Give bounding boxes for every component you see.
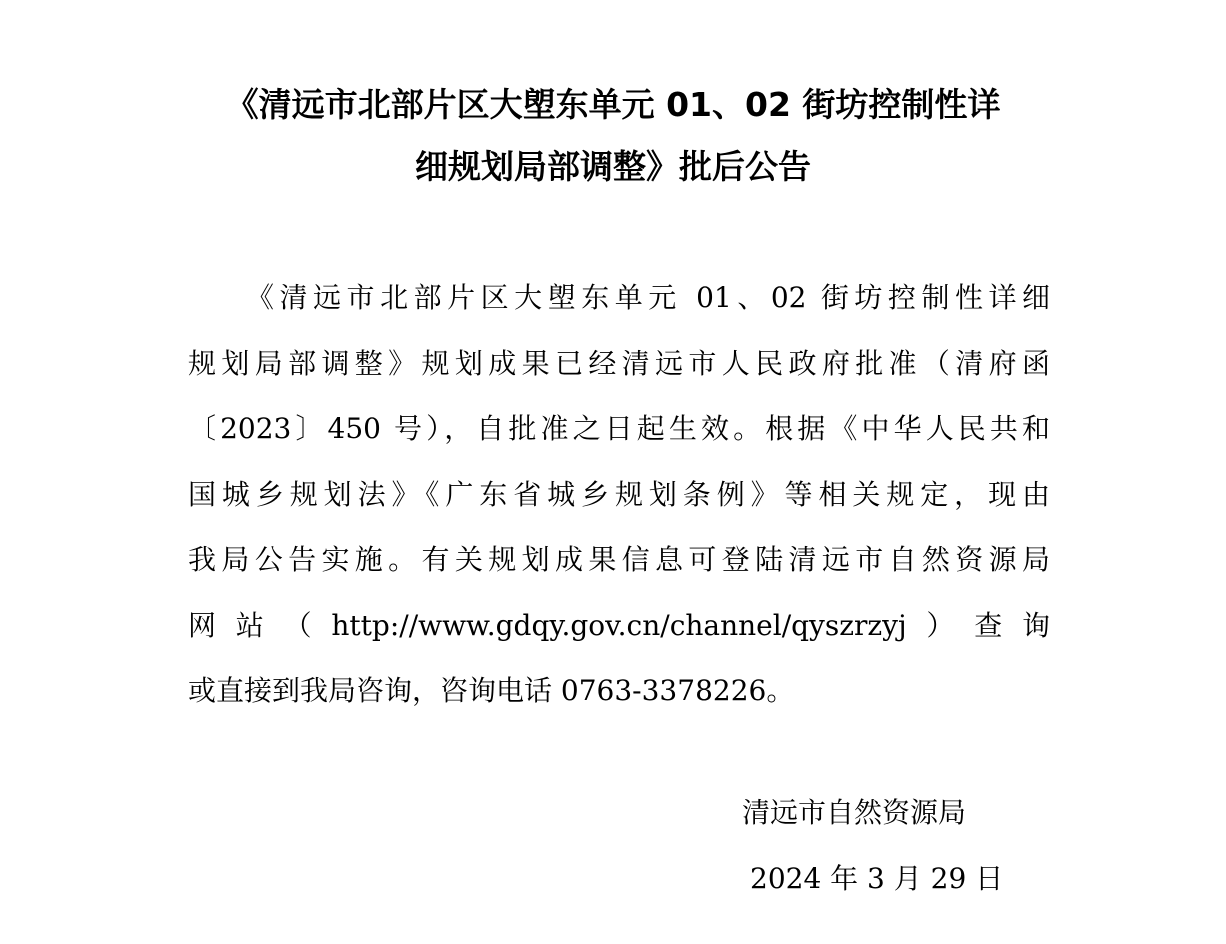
body-line-4: 国城乡规划法》《广东省城乡规划条例》等相关规定，现由 — [188, 477, 1050, 511]
issuing-organization: 清远市自然资源局 — [742, 796, 967, 829]
document-title — [150, 74, 1076, 198]
body-line-7: 或直接到我局咨询，咨询电话 0763-3378226。 — [188, 674, 795, 707]
body-line-2: 规划局部调整》规划成果已经清远市人民政府批准（清府函 — [188, 346, 1050, 380]
body-line-6: 网站（http://www.gdqy.gov.cn/channel/qyszrzyj）查询 — [188, 608, 1050, 642]
issue-date: 2024 年 3 月 29 日 — [750, 862, 1004, 895]
title-line-2: 细规划局部调整》批后公告 — [415, 147, 811, 186]
signature-block — [700, 780, 1040, 912]
body-line-3: 〔2023〕450 号），自批准之日起生效。根据《中华人民共和 — [188, 412, 1050, 445]
body-line-5: 我局公告实施。有关规划成果信息可登陆清远市自然资源局 — [188, 543, 1050, 576]
body-line-1: 《清远市北部片区大塱东单元 01、02 街坊控制性详细 — [246, 281, 1050, 314]
title-line-1: 《清远市北部片区大塱东单元 01、02 街坊控制性详 — [225, 85, 1001, 124]
announcement-body — [188, 265, 1050, 724]
